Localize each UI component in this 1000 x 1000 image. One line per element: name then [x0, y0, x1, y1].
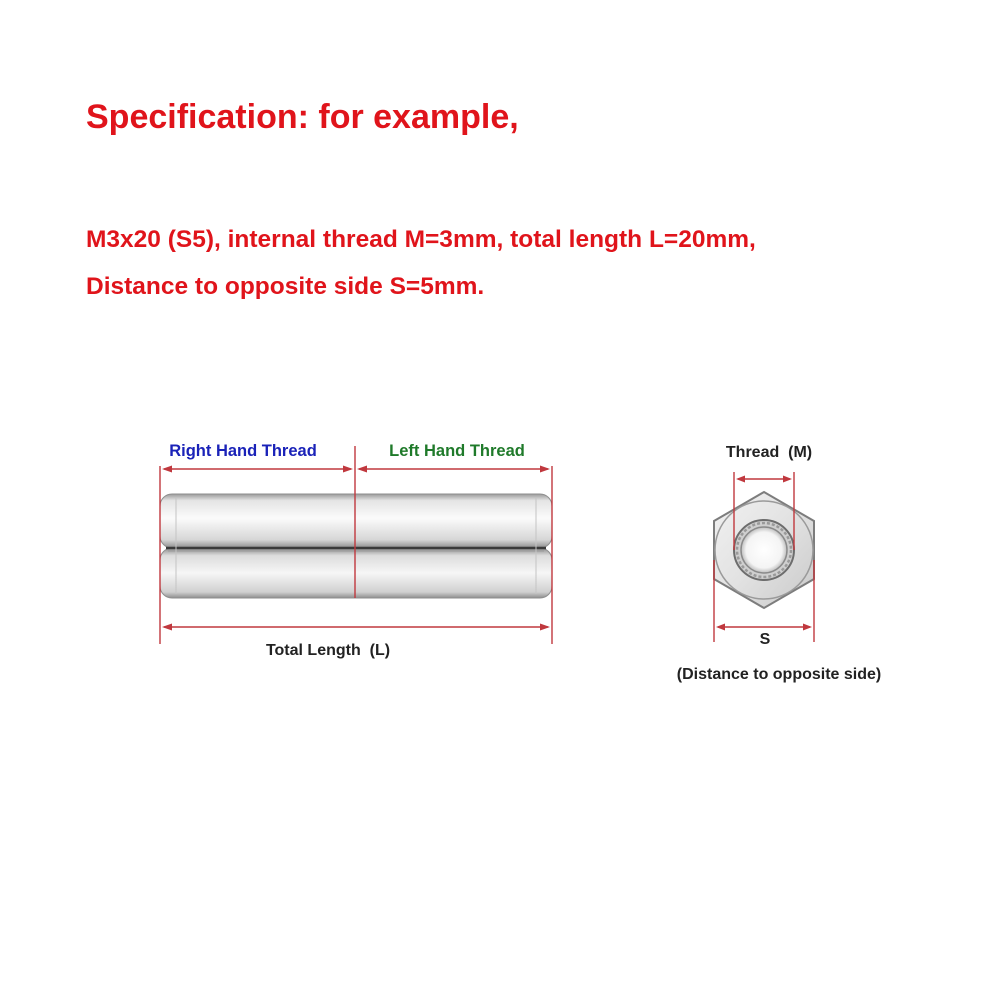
left-hand-thread-arrow	[357, 466, 550, 473]
heading: Specification: for example,	[86, 98, 519, 136]
thread-m-arrow	[736, 476, 792, 483]
total-length-arrow	[162, 624, 550, 631]
thread-m-label: Thread (M)	[725, 444, 813, 461]
right-hand-thread-label: Right Hand Thread	[169, 442, 317, 460]
s-label: S	[759, 631, 771, 648]
right-hand-thread-arrow	[162, 466, 353, 473]
opposite-side-caption: (Distance to opposite side)	[676, 666, 882, 683]
spacer-side-view	[160, 494, 552, 598]
hex-end-view	[714, 492, 814, 608]
spec-line-1: M3x20 (S5), internal thread M=3mm, total length L=20mm,	[86, 226, 756, 253]
spacer-lower-face	[160, 548, 552, 598]
left-hand-thread-label: Left Hand Thread	[389, 442, 525, 460]
s-arrow	[716, 624, 812, 631]
spacer-upper-face	[160, 494, 552, 548]
spec-line-2: Distance to opposite side S=5mm.	[86, 273, 485, 300]
total-length-label: Total Length (L)	[265, 642, 391, 659]
